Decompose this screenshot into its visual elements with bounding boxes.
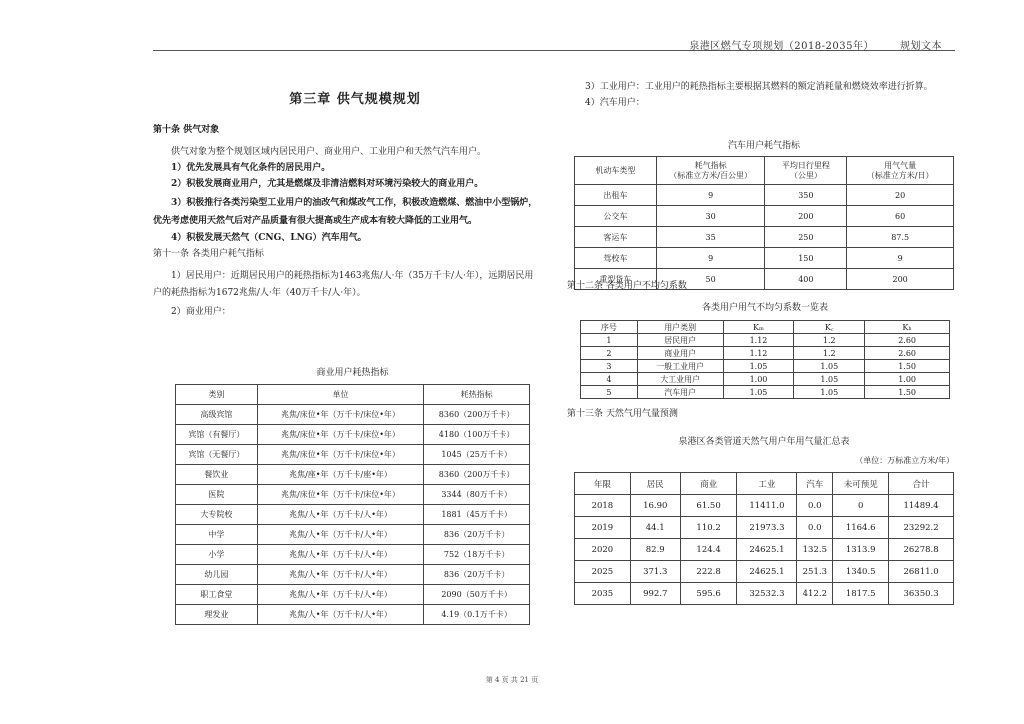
cell: 1.2	[794, 334, 865, 347]
table-row	[575, 206, 954, 227]
cell: 132.5	[797, 539, 833, 561]
table-row	[176, 485, 530, 505]
cell: 兆焦/床位•年（万千卡/床位•年）	[257, 445, 423, 465]
cell: 1.12	[723, 334, 794, 347]
table-row	[581, 386, 950, 399]
cell: 1313.9	[833, 539, 889, 561]
cell: 大专院校	[176, 505, 258, 525]
header-cell: 工业	[737, 473, 797, 495]
cell: 1.00	[723, 373, 794, 386]
cell: 23292.2	[889, 517, 954, 539]
article-10-item: 2）积极发展商业用户，尤其是燃煤及非清洁燃料对环境污染较大的商业用户。	[171, 178, 484, 189]
cell: 1	[581, 334, 638, 347]
vehicle-table-caption: 汽车用户耗气指标	[727, 141, 800, 151]
cell: 兆焦/人•年（万千卡/人•年）	[257, 565, 423, 585]
cell: 0.0	[797, 495, 833, 517]
cell: 150	[765, 248, 847, 269]
uneven-table	[580, 320, 950, 399]
cell: 0	[833, 495, 889, 517]
cell: 2.60	[865, 334, 950, 347]
cell: 1.50	[865, 386, 950, 399]
cell: 1164.6	[833, 517, 889, 539]
cell: 222.8	[680, 561, 737, 583]
table-row	[575, 517, 954, 539]
cell: 11489.4	[889, 495, 954, 517]
cell: 兆焦/人•年（万千卡/人•年）	[257, 525, 423, 545]
cell: 1.05	[794, 373, 865, 386]
cell: 2019	[575, 517, 631, 539]
header-cell: 年限	[575, 473, 631, 495]
cell: 752（18万千卡）	[424, 545, 530, 565]
cell: 50	[656, 269, 765, 290]
cell: 26811.0	[889, 561, 954, 583]
header-cell: 机动车类型	[575, 157, 657, 185]
cell: 2.60	[865, 347, 950, 360]
cell: 0.0	[797, 517, 833, 539]
forecast-table-caption: 泉港区各类管道天然气用户年用气量汇总表	[678, 437, 850, 447]
cell: 836（20万千卡）	[424, 565, 530, 585]
cell: 客运车	[575, 227, 657, 248]
article-10-item: 3）积极推行各类污染型工业用户的油改气和煤改气工作，积极改造燃煤、燃油中小型锅炉，优先考虑使用天然气后对产品质量有很大提高或生产成本有较大降低的工业用气。	[153, 197, 538, 226]
cell: 350	[765, 185, 847, 206]
cell: 医院	[176, 485, 258, 505]
forecast-table	[574, 472, 954, 605]
cell: 24625.1	[737, 561, 797, 583]
cell: 兆焦/人•年（万千卡/人•年）	[257, 505, 423, 525]
header-cell: 耗气指标 （标准立方米/百公里）	[656, 157, 765, 185]
cell: 汽车用户	[637, 386, 723, 399]
header-cell: 平均日行里程 （公里）	[765, 157, 847, 185]
cell: 836（20万千卡）	[424, 525, 530, 545]
table-row	[176, 585, 530, 605]
cell: 1.00	[865, 373, 950, 386]
table-row	[575, 495, 954, 517]
table-row	[176, 405, 530, 425]
table-row	[581, 334, 950, 347]
cell: 重型货车	[575, 269, 657, 290]
cell: 兆焦/人•年（万千卡/人•年）	[257, 585, 423, 605]
cell: 职工食堂	[176, 585, 258, 605]
cell: 2020	[575, 539, 631, 561]
cell: 1.50	[865, 360, 950, 373]
cell: 兆焦/人•年（万千卡/人•年）	[257, 545, 423, 565]
cell: 幼儿园	[176, 565, 258, 585]
header-cell: 类别	[176, 385, 258, 405]
doc-type: 规划文本	[900, 41, 942, 52]
doc-title: 泉港区燃气专项规划（2018-2035年）	[689, 41, 874, 52]
cell: 400	[765, 269, 847, 290]
cell: 16.90	[630, 495, 680, 517]
cell: 30	[656, 206, 765, 227]
cell: 2090（50万千卡）	[424, 585, 530, 605]
article-11-para: 2）商业用户：	[171, 306, 231, 317]
cell: 24625.1	[737, 539, 797, 561]
article-10-intro: 供气对象为整个规划区域内居民用户、商业用户、工业用户和天然气汽车用户。	[171, 146, 487, 157]
header-cell: 汽车	[797, 473, 833, 495]
commercial-table-caption: 商业用户耗热指标	[316, 368, 389, 378]
cell: 4	[581, 373, 638, 386]
cell: 26278.8	[889, 539, 954, 561]
forecast-table-unit: （单位：万标准立方米/年）	[855, 456, 954, 465]
cell: 32532.3	[737, 583, 797, 605]
cell: 1.05	[723, 360, 794, 373]
cell: 1.12	[723, 347, 794, 360]
cell: 兆焦/座•年（万千卡/座•年）	[257, 465, 423, 485]
cell: 居民用户	[637, 334, 723, 347]
header-cell: 未可预见	[833, 473, 889, 495]
table-row	[176, 605, 530, 625]
vehicle-table	[574, 156, 954, 290]
cell: 高级宾馆	[176, 405, 258, 425]
cell: 宾馆（无餐厅）	[176, 445, 258, 465]
cell: 2	[581, 347, 638, 360]
table-row	[176, 425, 530, 445]
cell: 8360（200万千卡）	[424, 405, 530, 425]
cell: 371.3	[630, 561, 680, 583]
cell: 1045（25万千卡）	[424, 445, 530, 465]
cell: 250	[765, 227, 847, 248]
table-header-row	[581, 321, 950, 334]
header-cell: 居民	[630, 473, 680, 495]
cell: 87.5	[847, 227, 954, 248]
cell: 200	[847, 269, 954, 290]
cell: 兆焦/床位•年（万千卡/床位•年）	[257, 405, 423, 425]
table-header-row	[176, 385, 530, 405]
cell: 4180（100万千卡）	[424, 425, 530, 445]
cell: 1340.5	[833, 561, 889, 583]
cell: 82.9	[630, 539, 680, 561]
cell: 1.05	[723, 386, 794, 399]
cell: 1.05	[794, 386, 865, 399]
cell: 412.2	[797, 583, 833, 605]
table-row	[575, 539, 954, 561]
header-cell: 合计	[889, 473, 954, 495]
cell: 8360（200万千卡）	[424, 465, 530, 485]
table-row	[176, 445, 530, 465]
cell: 110.2	[680, 517, 737, 539]
table-row	[176, 525, 530, 545]
cell: 124.4	[680, 539, 737, 561]
table-row	[575, 185, 954, 206]
cell: 20	[847, 185, 954, 206]
cell: 商业用户	[637, 347, 723, 360]
cell: 1881（45万千卡）	[424, 505, 530, 525]
cell: 2018	[575, 495, 631, 517]
cell: 出租车	[575, 185, 657, 206]
cell: 35	[656, 227, 765, 248]
article-10-item: 4）积极发展天然气（CNG、LNG）汽车用气。	[171, 232, 367, 243]
table-row	[176, 505, 530, 525]
table-row	[176, 545, 530, 565]
article-10-item: 1）优先发展具有气化条件的居民用户。	[171, 162, 331, 173]
left-column-text	[153, 124, 538, 320]
table-row	[176, 465, 530, 485]
auto-para: 4）汽车用户：	[585, 97, 645, 108]
cell: 21973.3	[737, 517, 797, 539]
cell: 餐饮业	[176, 465, 258, 485]
cell: 1.05	[794, 360, 865, 373]
cell: 61.50	[680, 495, 737, 517]
table-row	[581, 347, 950, 360]
header-cell: 序号	[581, 321, 638, 334]
cell: 公交车	[575, 206, 657, 227]
article-10-heading: 第十条 供气对象	[153, 125, 220, 135]
header-cell: Kₕ	[865, 321, 950, 334]
cell: 宾馆（有餐厅）	[176, 425, 258, 445]
cell: 2035	[575, 583, 631, 605]
article-13-heading: 第十三条 天然气用气量预测	[567, 409, 678, 419]
table-row	[581, 360, 950, 373]
cell: 9	[656, 248, 765, 269]
cell: 4.19（0.1万千卡）	[424, 605, 530, 625]
uneven-table-caption: 各类用户用气不均匀系数一览表	[701, 303, 828, 313]
industrial-para: 3）工业用户：工业用户的耗热指标主要根据其燃料的额定消耗量和燃烧效率进行折算。	[585, 82, 933, 92]
cell: 3344（80万千卡）	[424, 485, 530, 505]
header-cell: 耗热指标	[424, 385, 530, 405]
table-row	[581, 373, 950, 386]
cell: 理发业	[176, 605, 258, 625]
header-cell: 单位	[257, 385, 423, 405]
cell: 大工业用户	[637, 373, 723, 386]
cell: 5	[581, 386, 638, 399]
table-row	[575, 248, 954, 269]
cell: 9	[656, 185, 765, 206]
cell: 9	[847, 248, 954, 269]
cell: 兆焦/床位•年（万千卡/床位•年）	[257, 425, 423, 445]
cell: 251.3	[797, 561, 833, 583]
cell: 595.6	[680, 583, 737, 605]
cell: 1817.5	[833, 583, 889, 605]
header-cell: 用户类别	[637, 321, 723, 334]
article-11-heading: 第十一条 各类用户耗气指标	[153, 248, 264, 259]
table-row	[575, 227, 954, 248]
cell: 11411.0	[737, 495, 797, 517]
cell: 中学	[176, 525, 258, 545]
page-number: 第 4 页 共 21 页	[485, 676, 539, 684]
cell: 200	[765, 206, 847, 227]
header-cell: 商业	[680, 473, 737, 495]
table-row	[176, 565, 530, 585]
header-cell: Kₘ	[723, 321, 794, 334]
table-row	[575, 561, 954, 583]
chapter-title: 第三章 供气规模规划	[289, 92, 421, 107]
cell: 2025	[575, 561, 631, 583]
header-cell: K꜀	[794, 321, 865, 334]
commercial-table	[175, 384, 530, 625]
cell: 44.1	[630, 517, 680, 539]
cell: 兆焦/人•年（万千卡/人•年）	[257, 605, 423, 625]
cell: 一般工业用户	[637, 360, 723, 373]
article-12-heading: 第十二条 各类用户不均匀系数	[567, 281, 687, 291]
cell: 小学	[176, 545, 258, 565]
table-header-row	[575, 157, 954, 185]
cell: 36350.3	[889, 583, 954, 605]
cell: 60	[847, 206, 954, 227]
header-rule	[153, 50, 955, 51]
table-row	[575, 583, 954, 605]
cell: 992.7	[630, 583, 680, 605]
cell: 1.2	[794, 347, 865, 360]
article-11-para: 1）居民用户：近期居民用户的耗热指标为1463兆焦/人·年（35万千卡/人·年），远期居民用户的耗热指标为1672兆焦/人·年（40万千卡/人·年）。	[153, 270, 534, 298]
header-cell: 用气气量 （标准立方米/日）	[847, 157, 954, 185]
right-column-text	[567, 78, 957, 111]
cell: 兆焦/床位•年（万千卡/床位•年）	[257, 485, 423, 505]
cell: 3	[581, 360, 638, 373]
cell: 驾校车	[575, 248, 657, 269]
table-header-row	[575, 473, 954, 495]
